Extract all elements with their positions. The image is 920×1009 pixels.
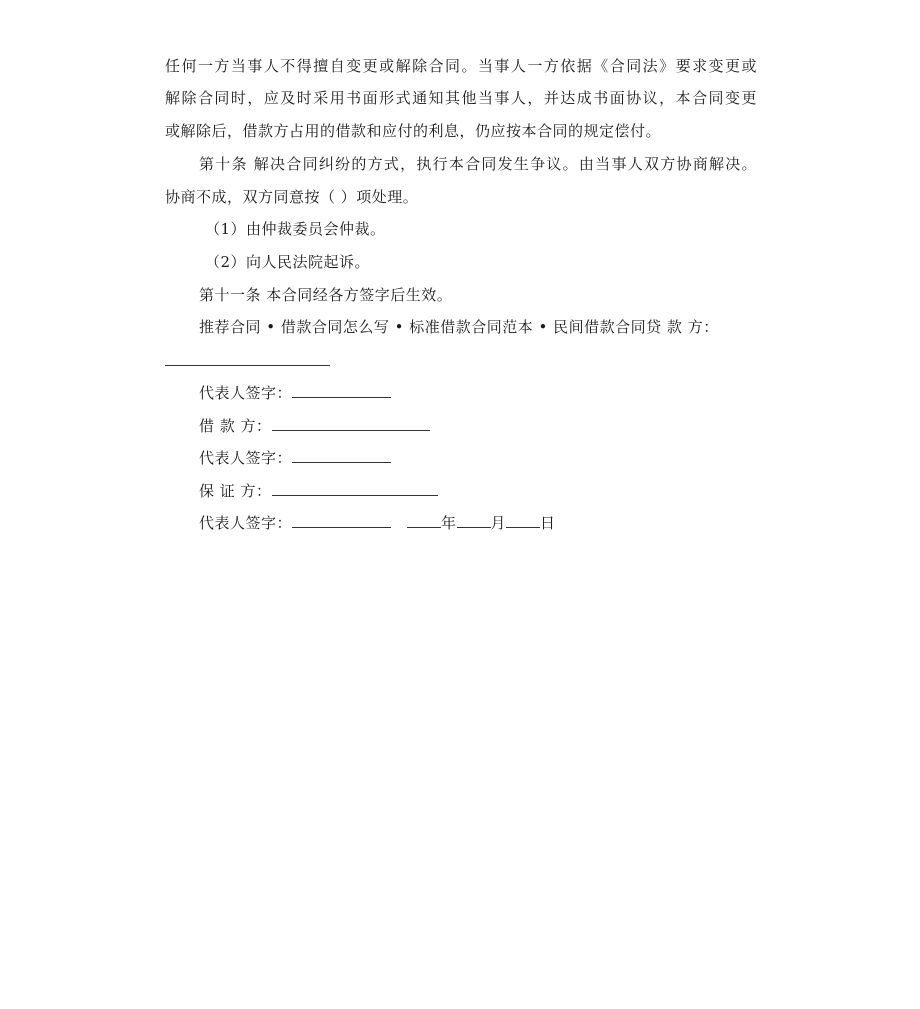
signature-blank [292, 446, 391, 463]
paragraph-line: 或解除后，借款方占用的借款和应付的利息，仍应按本合同的规定偿付。 [165, 122, 662, 140]
signature-blank [272, 414, 430, 431]
day-label: 日 [540, 514, 556, 532]
signature-blank [292, 381, 391, 398]
option-court: （2）向人民法院起诉。 [205, 253, 371, 271]
day-blank [506, 511, 540, 528]
year-blank [407, 511, 441, 528]
borrower-label: 借 款 方： [199, 417, 272, 435]
article-10-line: 第十条 解决合同纠纷的方式，执行本合同发生争议。由当事人双方协商解决。 [199, 155, 757, 173]
paragraph-line: 任何一方当事人不得擅自变更或解除合同。当事人一方依据《合同法》要求变更或 [165, 57, 757, 75]
guarantor-signature [199, 479, 438, 501]
year-label: 年 [441, 514, 457, 532]
article-11: 第十一条 本合同经各方签字后生效。 [199, 286, 453, 304]
rep-label: 代表人签字： [199, 514, 293, 532]
rep-label: 代表人签字： [199, 449, 293, 467]
guarantor-rep-signature [199, 511, 556, 533]
lender-rep-signature [199, 381, 391, 403]
paragraph-line: 解除合同时，应及时采用书面形式通知其他当事人，并达成书面协议，本合同变更 [165, 89, 757, 107]
rep-label: 代表人签字： [199, 384, 293, 402]
borrower-signature [199, 414, 430, 436]
signature-blank [292, 511, 391, 528]
borrower-rep-signature [199, 446, 391, 468]
lender-signature-blank [165, 365, 330, 366]
month-label: 月 [490, 514, 507, 532]
option-arbitration: （1）由仲裁委员会仲裁。 [205, 220, 386, 238]
article-10-line: 协商不成，双方同意按（ ）项处理。 [165, 188, 419, 206]
guarantor-label: 保 证 方： [199, 482, 272, 500]
month-blank [457, 511, 491, 528]
recommend-line: 推荐合同 • 借款合同怎么写 • 标准借款合同范本 • 民间借款合同贷 款 方： [199, 318, 719, 336]
signature-blank [272, 479, 438, 496]
